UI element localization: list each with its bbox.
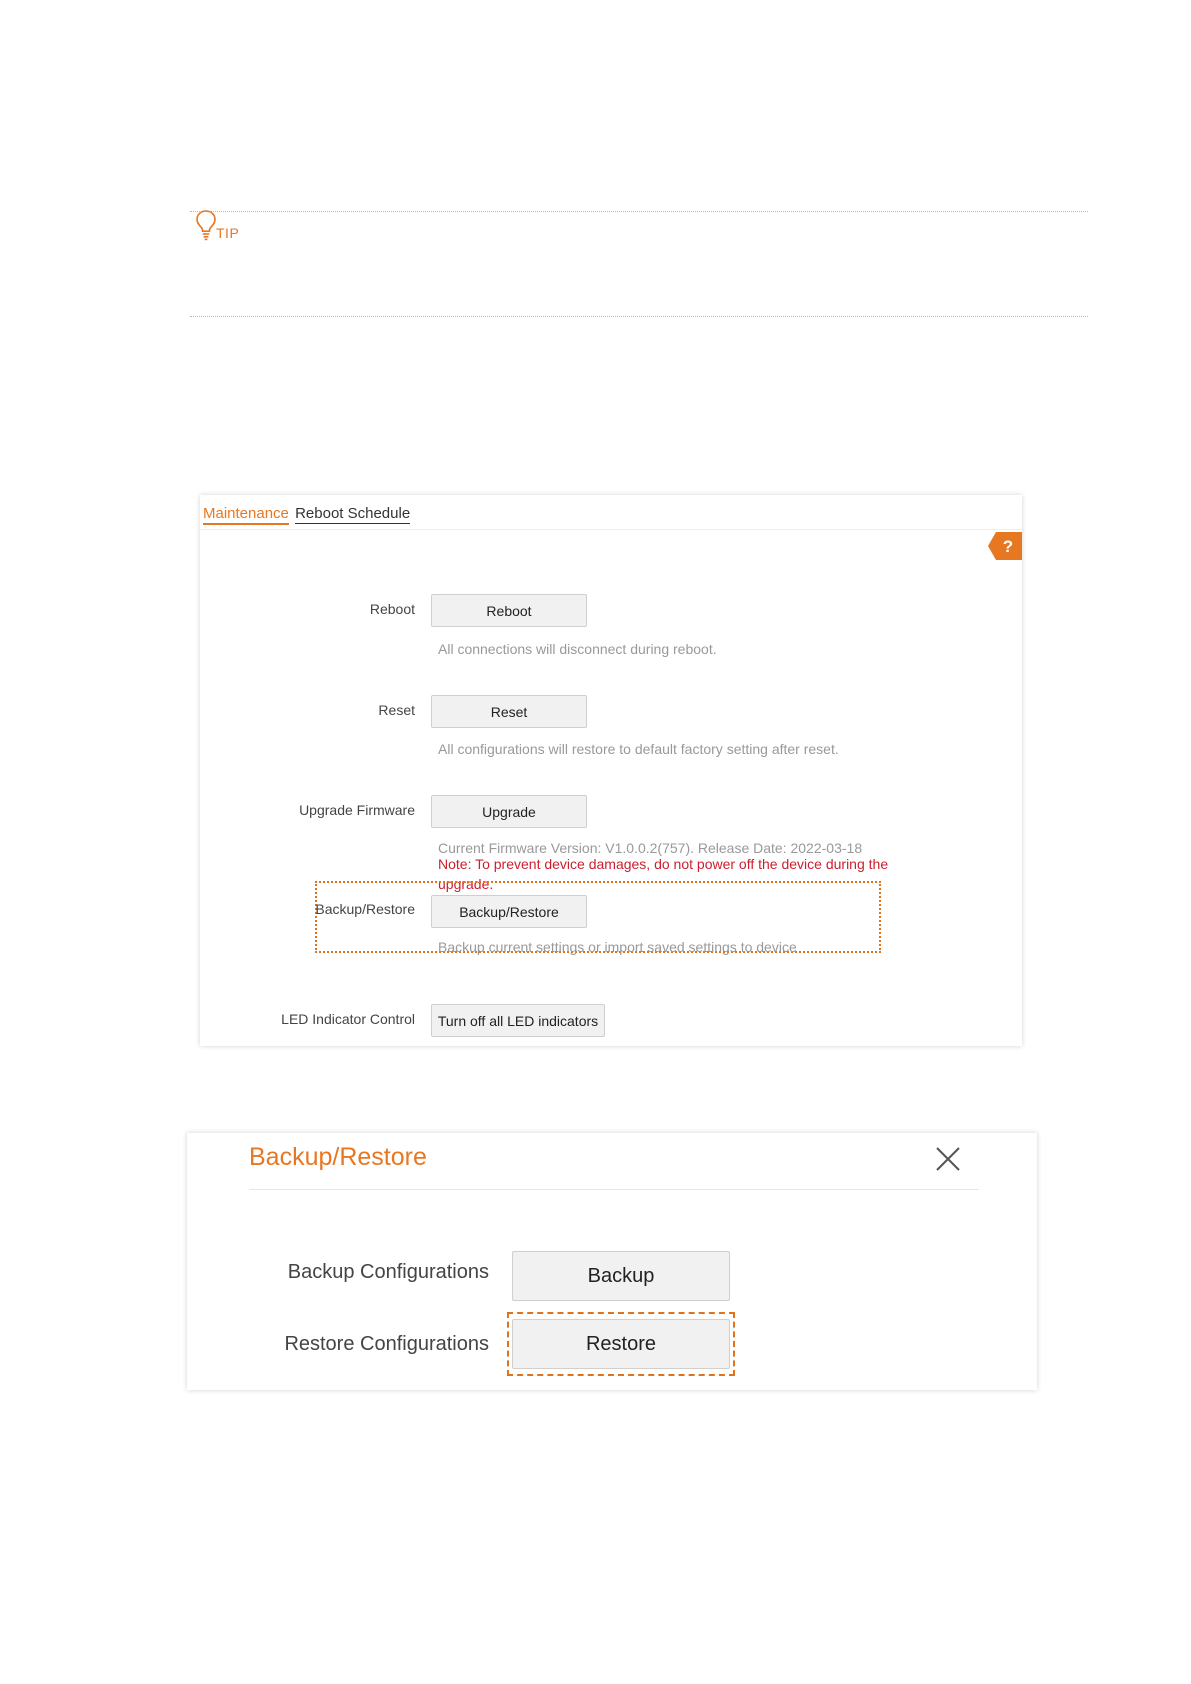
reset-hint: All configurations will restore to default factory setting after reset. — [438, 741, 839, 757]
led-off-button[interactable]: Turn off all LED indicators — [431, 1004, 605, 1037]
reset-button[interactable]: Reset — [431, 695, 587, 728]
upgrade-warning-note: Note: To prevent device damages, do not power off the device during the upgrade. — [438, 856, 889, 892]
help-badge-text: ? — [1002, 537, 1014, 556]
restore-config-label: Restore Configurations — [284, 1333, 489, 1355]
lightbulb-icon — [195, 209, 217, 241]
firmware-version-hint: Current Firmware Version: V1.0.0.2(757). Release Date: 2022-03-18 — [438, 840, 863, 856]
backup-button[interactable]: Backup — [512, 1251, 730, 1301]
backup-restore-button[interactable]: Backup/Restore — [431, 895, 587, 928]
maintenance-panel — [200, 495, 1022, 1046]
reset-label: Reset — [378, 702, 415, 718]
tab-maintenance[interactable]: Maintenance — [203, 505, 289, 525]
tip-bottom-divider — [190, 316, 1088, 317]
backup-config-label: Backup Configurations — [287, 1261, 489, 1283]
backup-restore-label: Backup/Restore — [315, 901, 415, 917]
reboot-label: Reboot — [369, 601, 415, 617]
upgrade-label: Upgrade Firmware — [299, 802, 415, 818]
upgrade-button[interactable]: Upgrade — [431, 795, 587, 828]
tab-reboot-schedule[interactable]: Reboot Schedule — [295, 505, 411, 522]
restore-button[interactable]: Restore — [512, 1319, 730, 1369]
close-icon[interactable] — [935, 1146, 961, 1172]
help-icon[interactable] — [988, 532, 1022, 560]
tip-top-divider — [190, 211, 1088, 212]
tip-label: TIP — [216, 225, 240, 241]
tab-bar — [203, 505, 410, 525]
reboot-hint: All connections will disconnect during reboot. — [438, 641, 717, 657]
backup-restore-hint: Backup current settings or import saved settings to device — [438, 939, 797, 955]
dialog-divider — [249, 1189, 979, 1190]
dialog-title: Backup/Restore — [249, 1143, 427, 1171]
led-control-label: LED Indicator Control — [281, 1011, 415, 1027]
tab-divider — [200, 529, 1022, 530]
reboot-button[interactable]: Reboot — [431, 594, 587, 627]
backup-restore-dialog — [187, 1133, 1037, 1390]
